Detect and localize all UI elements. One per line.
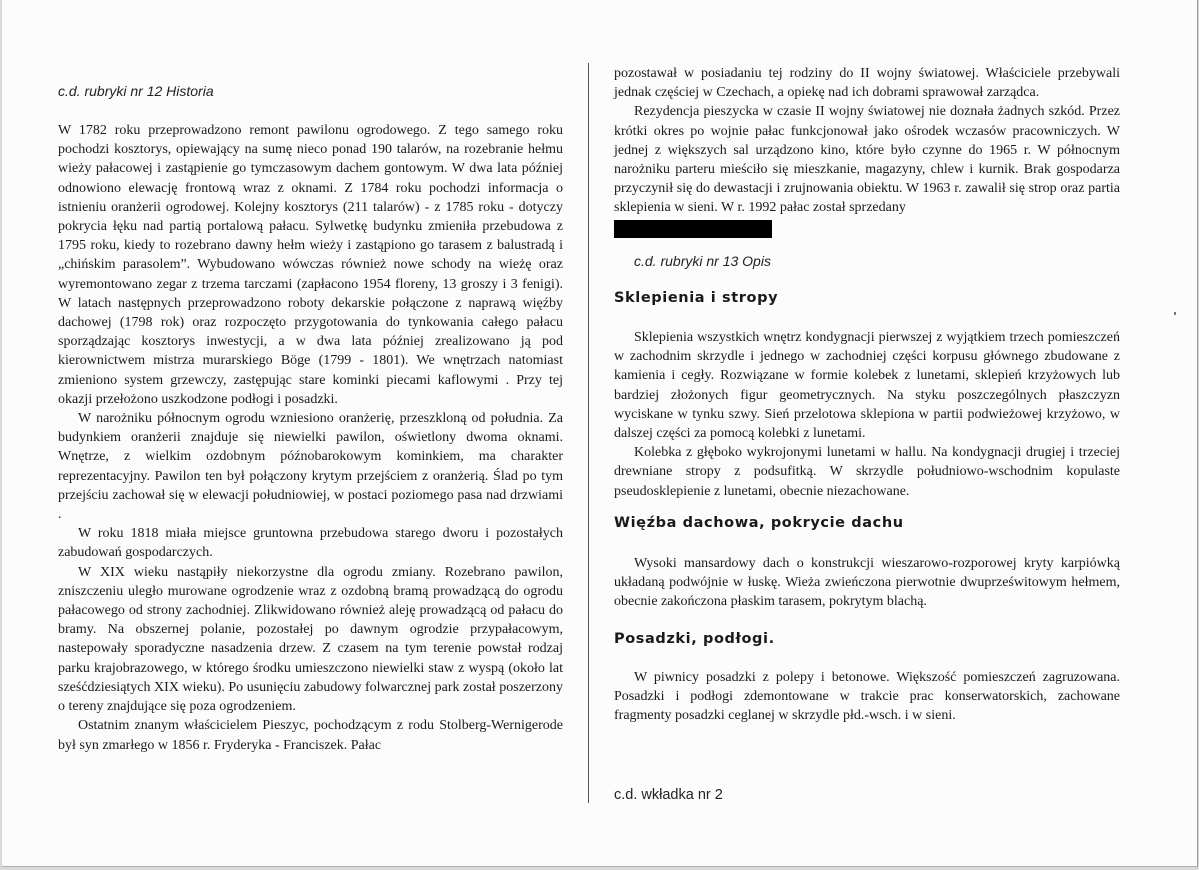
paragraph-text: Rezydencja pieszycka w czasie II wojny światowej nie doznała żadnych szkód. Przez krótki okres po wojnie pałac funkcjonował jako ośrodek wczasów pracowniczych. W jednej z większych sal urządzono kino, które było czynne do 1965 r. W północnym narożniku parteru mieściło się mieszkanie, magazyny, chlew i kurnik. Brak gospodarza przyczynił się do dewastacji i zrujnowania obiektu. W 1963 r. zawalił się strop oraz partia sklepienia w sieni. W r. 1992 pałac został sprzedany: [614, 104, 1120, 216]
section-heading-floors: Posadzki, podłogi.: [614, 631, 775, 647]
section-heading-vaults: Sklepienia i stropy: [614, 290, 779, 306]
footer-note: c.d. wkładka nr 2: [614, 787, 723, 803]
section-vaults-text: [614, 328, 1120, 501]
section-roof-text: [614, 554, 1120, 612]
scan-speck: [1174, 312, 1176, 315]
paragraph: W XIX wieku nastąpiły niekorzystne dla ogrodu zmiany. Rozebrano pawilon, zniszczeniu uległo murowane ogrodzenie wraz z ozdobną bramą prowadzącą do ogrodu pałacowego od strony zachodniej. Zlikwidowano również aleję prowadzącą od pałacu do bramy. Na obszernej polanie, pozostałej po dawnym ogrodzie przypałacowym, nastepowały sporadyczne nasadzenia drzew. Z czasem na tym terenie powstał rodzaj parku krajobrazowego, w którego środku umieszczono niewielki staw z wyspą (około lat sześćdziesiątych XIX wieku). Po usunięciu zabudowy folwarcznej park został poszerzony o tereny znajdujące się poza ogrodzeniem.: [58, 564, 563, 715]
paragraph: W piwnicy posadzki z polepy i betonowe. Większość pomieszczeń zagruzowana. Posadzki i podłogi zdemontowane w trakcie prac konserwatorskich, zachowane fragmenty posadzki ceglanej w skrzydle płd.-wsch. i w sieni.: [614, 670, 1120, 724]
paragraph: Sklepienia wszystkich wnętrz kondygnacji pierwszej z wyjątkiem trzech pomieszczeń w zachodnim skrzydle i jednego w zachodniej części korpusu głównego zbudowane z kamienia i cegły. Rozwiązane w formie kolebek z lunetami, sklepień krzyżowych lub bardziej złożonych figur geometrycznych. Na styku poszczególnych płaszczyzn wyciskane w tynku szwy. Sień przelotowa sklepiona w partii podwieżowej krzyżowo, w dalszej części za pomocą kolebki z lunetami.: [614, 330, 1120, 442]
paragraph: Ostatnim znanym właścicielem Pieszyc, pochodzącym z rodu Stolberg-Wernigerode był syn zmarłego w 1856 r. Fryderyka - Franciszek. Pałac: [58, 718, 563, 753]
rubric-history: c.d. rubryki nr 12 Historia: [58, 83, 214, 99]
paragraph: Wysoki mansardowy dach o konstrukcji wieszarowo-rozporowej kryty karpiówką układaną podwójnie w łuskę. Wieża zwieńczona pierwotnie dwuprześwitowym hełmem, obecnie zakończona płaskim tarasem, pokrytym blachą.: [614, 556, 1120, 610]
paragraph: Kolebka z głęboko wykrojonymi lunetami w hallu. Na kondygnacji drugiej i trzeciej drewniane stropy z podsufitką. W skrzydle południowo-wschodnim kopulaste pseudosklepienie z lunetami, obecnie niezachowane.: [614, 445, 1120, 499]
paragraph: [614, 102, 1120, 237]
section-heading-roof: Więźba dachowa, pokrycie dachu: [614, 515, 904, 531]
paragraph: W roku 1818 miała miejsce gruntowna przebudowa starego dworu i pozostałych zabudowań gospodarczych.: [58, 526, 563, 561]
rubric-description: c.d. rubryki nr 13 Opis: [634, 253, 771, 269]
section-floors-text: [614, 668, 1120, 726]
history-continuation: [614, 64, 1120, 238]
document-page: [2, 0, 1198, 867]
paragraph: W 1782 roku przeprowadzono remont pawilonu ogrodowego. Z tego samego roku pochodzi kosztorys, opiewający na sumę nieco ponad 190 talarów, na rozebranie hełmu wieży pałacowej i zastąpienie go tymczasowym dachem gontowym. W dwa lata później odnowiono elewację frontową wraz z oknami. Z 1784 roku pochodzi informacja o istnieniu oranżerii ogrodowej. Kolejny kosztorys (211 talarów) - z 1785 roku - dotyczy pokrycia łęku nad partią portalową pałacu. Sylwetkę budynku zmieniła przebudowa z 1795 roku, kiedy to rozebrano dawny hełm wieży i zastąpiono go tarasem z balustradą i „chińskim parasolem”. Wybudowano wówczas również nowe schody na wieżę oraz wyremontowano zegar z trzema tarczami (zapłacono 1954 floreny, 13 groszy i 3 fenigi). W latach następnych przeprowadzono roboty dekarskie połączone z naprawą więźby dachowej (1798 rok) oraz rozpoczęto przygotowania do tynkowania całego pałacu sporządzając kosztorys inwestycji, a w dwa lata później zrealizowano ją pod kierownictwem mistrza murarskiego Böge (1799 - 1801). We wnętrzach natomiast zmieniono system grzewczy, zastępując stare kominki piecami kaflowymi . Przy tej okazji przełożono uszkodzone podłogi i posadzki.: [58, 123, 563, 407]
column-divider: [588, 63, 589, 803]
paragraph: W narożniku północnym ogrodu wzniesiono oranżerię, przeszkloną od południa. Za budynkiem oranżerii znajduje się niewielki pawilon, oświetlony dwoma oknami. Wnętrze, z wielkim ozdobnym późnobarokowym kominkiem, ma charakter reprezentacyjny. Pawilon ten był połączony krytym przejściem z oranżerią. Ślad po tym przejściu zachował się w elewacji południowiej, w postaci poziomego pasa nad drzwiami .: [58, 411, 563, 523]
history-text: [58, 121, 563, 755]
paragraph: pozostawał w posiadaniu tej rodziny do II wojny światowej. Właściciele przebywali jednak częściej w Czechach, a opiekę nad ich dobrami sprawował zarządca.: [614, 66, 1120, 101]
redaction-bar: [614, 220, 772, 238]
